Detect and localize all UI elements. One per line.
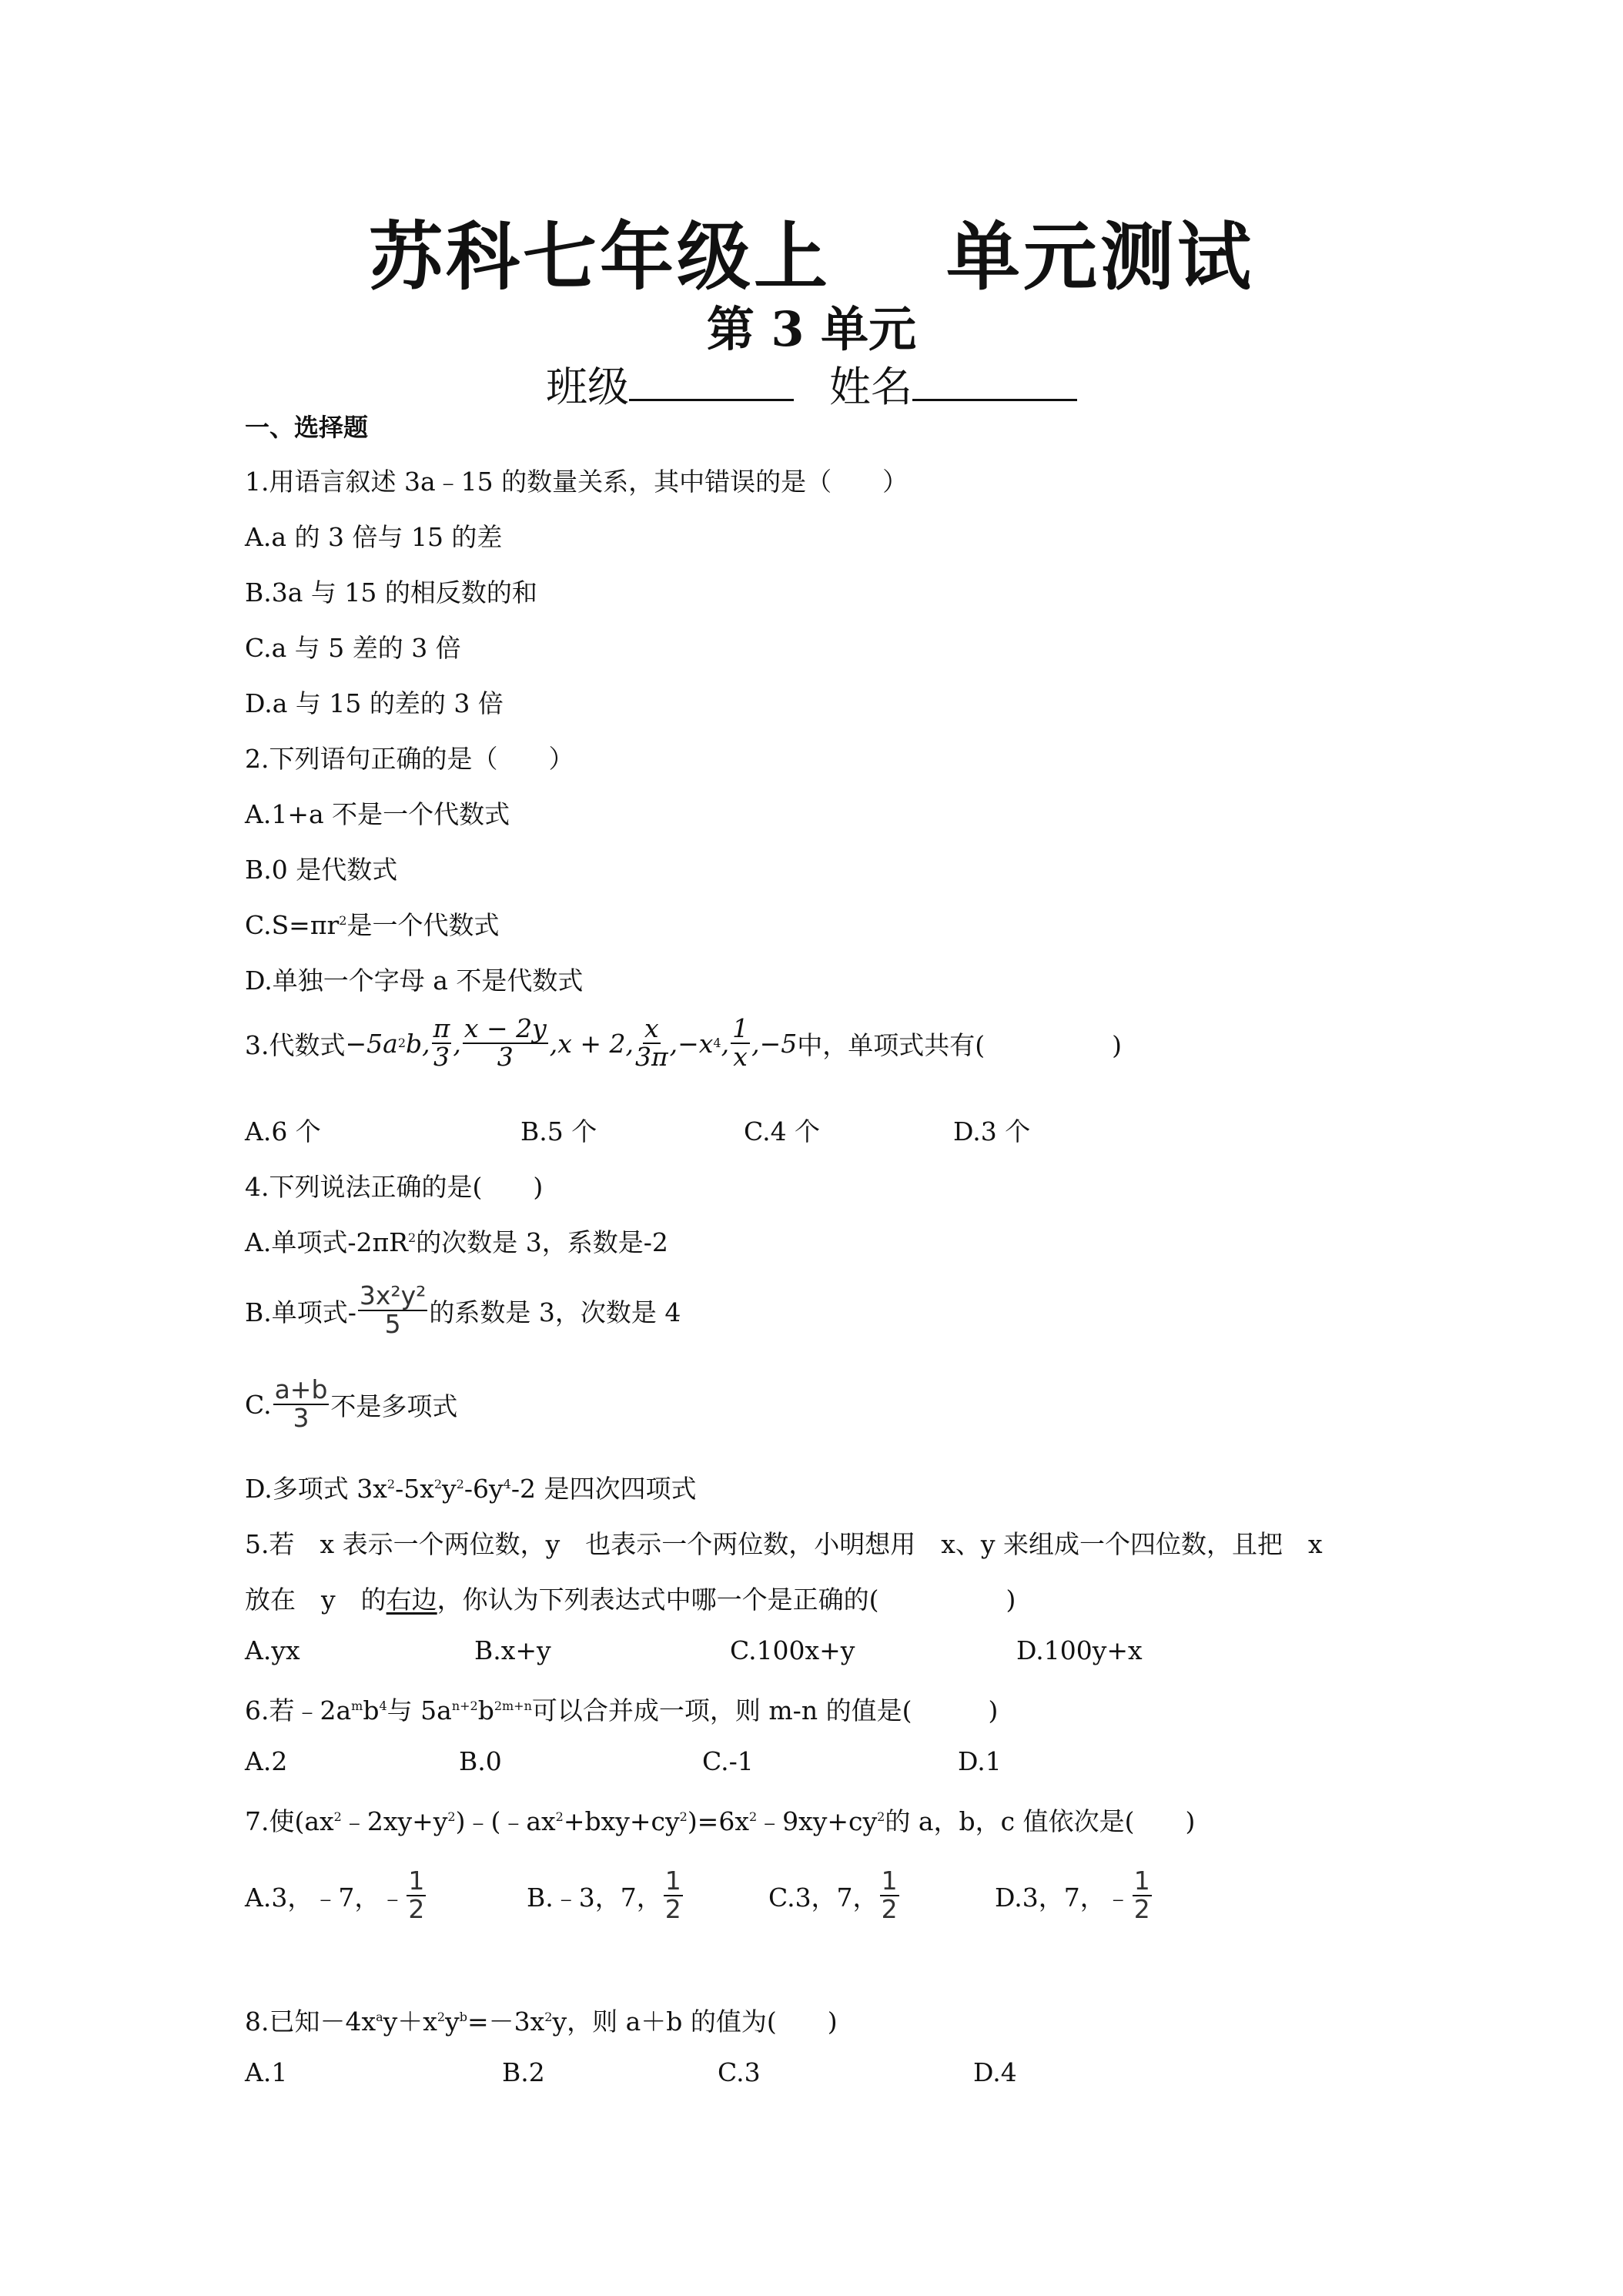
q4-option-b: B.单项式- $\frac{\text{3x²y²}}{5}$ 的系数是 3，次数是 4 xyxy=(245,1280,681,1339)
q7-option-a: A.3，﹣7，﹣ $\frac{1}{2}$ xyxy=(245,1866,425,1924)
q5-stem-line1: 5.若 x 表示一个两位数，y 也表示一个两位数，小明想用 x、y 来组成一个四位数，且把 x xyxy=(245,1529,1323,1559)
q2-option-c: $C.S=\pi r^2$是一个代数式 xyxy=(245,910,500,940)
q2-option-d: D.单独一个字母 a 不是代数式 xyxy=(245,966,584,996)
q1-option-b: B.3a 与 15 的相反数的和 xyxy=(245,577,537,607)
q8-option-b: B.2 xyxy=(502,2057,545,2087)
q1-option-c: C.a 与 5 差的 3 倍 xyxy=(245,633,461,663)
q7-stem: 7.使$(ax^2﹣2xy+y^2)﹣(﹣ax^2+bxy+cy^2)=6x^2﹣9xy+cy^2$的 a，b，c 值依次是( ) xyxy=(245,1806,1196,1836)
title-left: 苏科七年级上 xyxy=(369,214,831,300)
q2-option-b: B.0 是代数式 xyxy=(245,855,398,885)
q1-option-d: D.a 与 15 的差的 3 倍 xyxy=(245,688,504,718)
q8-option-a: A.1 xyxy=(245,2057,288,2087)
page-title xyxy=(0,199,1623,304)
section-heading: 一、选择题 xyxy=(245,413,369,442)
q4-option-a: A.单项式$-2\pi R^2$的次数是 3，系数是-2 xyxy=(245,1227,668,1257)
class-label: 班级 xyxy=(546,363,629,411)
q1-stem: 1.用语言叙述 3a﹣15 的数量关系，其中错误的是（ ） xyxy=(245,467,909,497)
q7-a-half: $\frac{1}{2}$ xyxy=(408,1866,425,1924)
q6-stem: 6.若$﹣2a^mb^4$与 $5a^{n+2}b^{2m+n}$可以合并成一项，则 m-n 的值是( ) xyxy=(245,1695,999,1725)
name-label: 姓名 xyxy=(829,363,912,411)
q5-option-b: B.x+y xyxy=(474,1635,551,1665)
q5-option-d: D.100y+x xyxy=(1016,1635,1143,1665)
q3-stem: 3.代数式 −5a 2 b, $\frac{\pi}{3}$ , $\frac{x - 2y}{3}$ ,x + 2, $\frac{x}{3\pi}$ ,−x 4 , $\frac{1}{x}$ ,−5 中，单项式共有( ) xyxy=(245,1013,1122,1072)
q7-option-c: C.3，7， $\frac{1}{2}$ xyxy=(768,1866,898,1924)
q3-option-b: B.5 个 xyxy=(520,1116,597,1146)
q7-option-b: B.﹣3，7， $\frac{1}{2}$ xyxy=(527,1866,681,1924)
q6-option-a: A.2 xyxy=(245,1746,288,1776)
q6-option-c: C.-1 xyxy=(702,1746,754,1776)
class-blank[interactable] xyxy=(629,360,794,401)
q7-c-half: $\frac{1}{2}$ xyxy=(881,1866,898,1924)
q5-option-a: A.yx xyxy=(245,1635,300,1665)
q3-frac-1-x: $\frac{1}{x}$ xyxy=(732,1013,749,1072)
q4-stem: 4.下列说法正确的是( ) xyxy=(245,1172,544,1202)
q7-option-d: D.3，7，﹣ $\frac{1}{2}$ xyxy=(995,1866,1150,1924)
student-info xyxy=(0,354,1623,413)
q3-frac-pi-3: $\frac{\pi}{3}$ xyxy=(433,1013,450,1072)
q8-stem: 8.已知$-4x^ay+x^2y^b=-3x^2y$，则 a＋b 的值为( ) xyxy=(245,2006,838,2037)
name-blank[interactable] xyxy=(912,360,1077,401)
q3-option-d: D.3 个 xyxy=(953,1116,1031,1146)
q4-option-d: D.多项式 $3x^2-5x^2y^2-6y^4-2$ 是四次四项式 xyxy=(245,1474,697,1504)
q7-d-half: $\frac{1}{2}$ xyxy=(1133,1866,1150,1924)
q7-b-half: $\frac{1}{2}$ xyxy=(664,1866,681,1924)
q2-stem: 2.下列语句正确的是（ ） xyxy=(245,744,574,774)
q8-option-c: C.3 xyxy=(718,2057,761,2087)
q3-frac-x-2y: $\frac{x - 2y}{3}$ xyxy=(463,1013,547,1072)
q3-option-a: A.6 个 xyxy=(245,1116,321,1146)
q3-frac-x-3pi: $\frac{x}{3\pi}$ xyxy=(634,1013,668,1072)
q5-option-c: C.100x+y xyxy=(730,1635,855,1665)
q5-stem-line2: 放在 y 的右边，你认为下列表达式中哪一个是正确的( ) xyxy=(245,1585,1016,1615)
q4-b-fraction: $\frac{\text{3x²y²}}{5}$ xyxy=(359,1280,427,1339)
unit-heading: 第 3 单元 xyxy=(706,301,917,357)
q2-option-a: A.1+a 不是一个代数式 xyxy=(245,799,510,829)
q4-option-c: C. $\frac{a+b}{3}$ 不是多项式 xyxy=(245,1374,458,1433)
q3-option-c: C.4 个 xyxy=(744,1116,821,1146)
q6-option-b: B.0 xyxy=(459,1746,502,1776)
q4-c-fraction: $\frac{a+b}{3}$ xyxy=(274,1374,328,1433)
q1-option-a: A.a 的 3 倍与 15 的差 xyxy=(245,522,503,552)
q6-option-d: D.1 xyxy=(958,1746,1002,1776)
q8-option-d: D.4 xyxy=(973,2057,1017,2087)
title-right: 单元测试 xyxy=(946,214,1254,300)
